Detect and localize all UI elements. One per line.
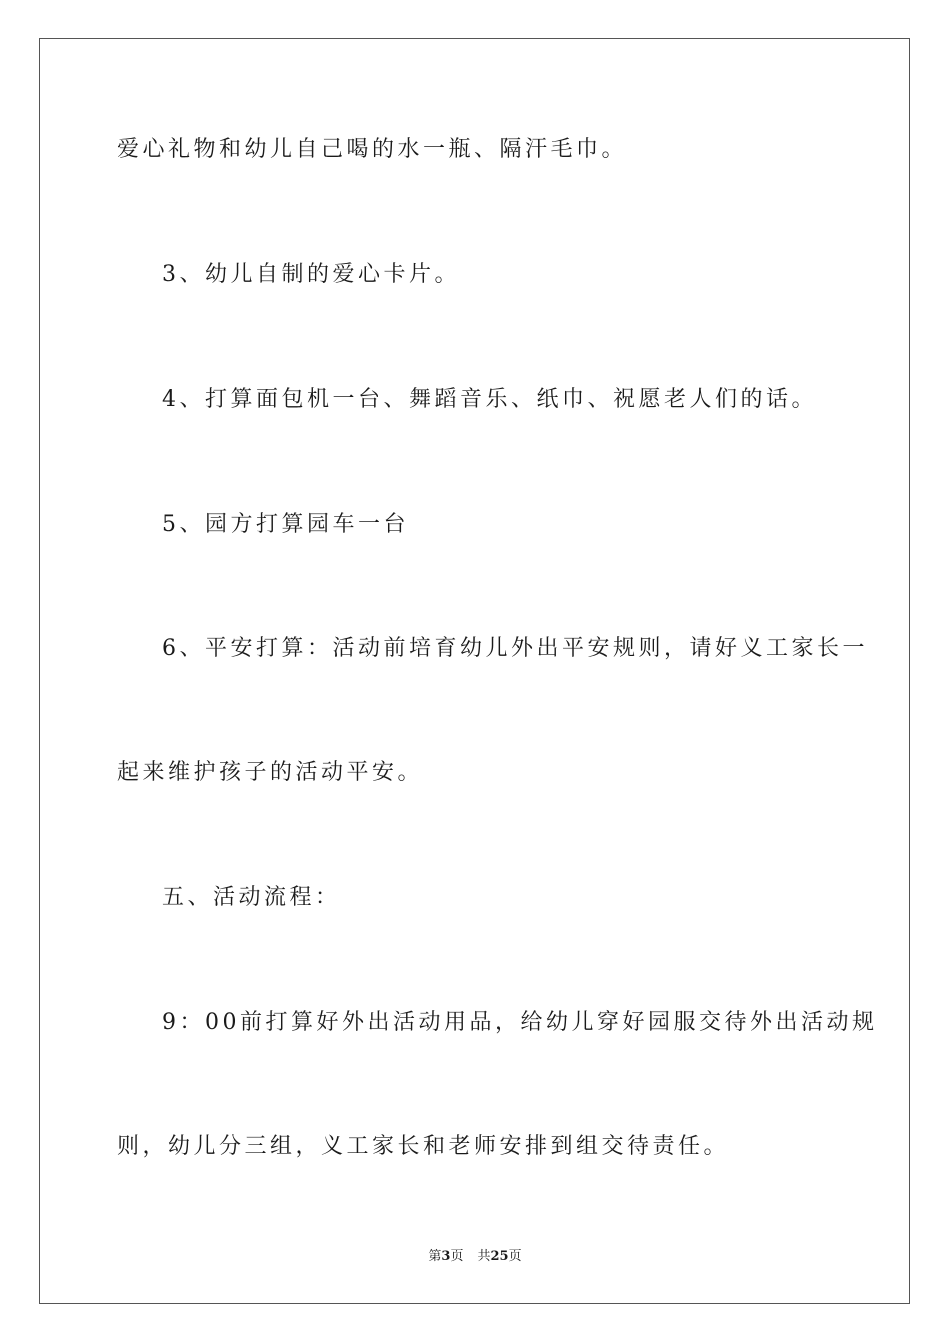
- page-label-prefix: 第: [428, 1249, 442, 1264]
- text-line: 4、打算面包机一台、舞蹈音乐、纸巾、祝愿老人们的话。: [162, 387, 817, 412]
- text-line: 9：00前打算好外出活动用品，给幼儿穿好园服交待外出活动规: [162, 1010, 878, 1035]
- text-line: 爱心礼物和幼儿自己喝的水一瓶、隔汗毛巾。: [117, 137, 628, 162]
- page-number: 3: [441, 1249, 451, 1264]
- section-heading: 五、活动流程：: [162, 885, 341, 910]
- text-line: 3、幼儿自制的爱心卡片。: [162, 262, 460, 287]
- text-line: 6、平安打算：活动前培育幼儿外出平安规则，请好义工家长一: [162, 636, 868, 661]
- text-line: 则，幼儿分三组，义工家长和老师安排到组交待责任。: [117, 1134, 730, 1159]
- page-footer: [0, 1248, 950, 1266]
- page-border: [39, 38, 910, 1304]
- text-line: 5、园方打算园车一台: [162, 512, 409, 537]
- page-label-suffix: 页: [450, 1249, 464, 1264]
- total-label-suffix: 页: [508, 1249, 522, 1264]
- total-label-prefix: 共: [477, 1249, 491, 1264]
- text-line: 起来维护孩子的活动平安。: [117, 760, 424, 785]
- total-pages: 25: [490, 1249, 509, 1264]
